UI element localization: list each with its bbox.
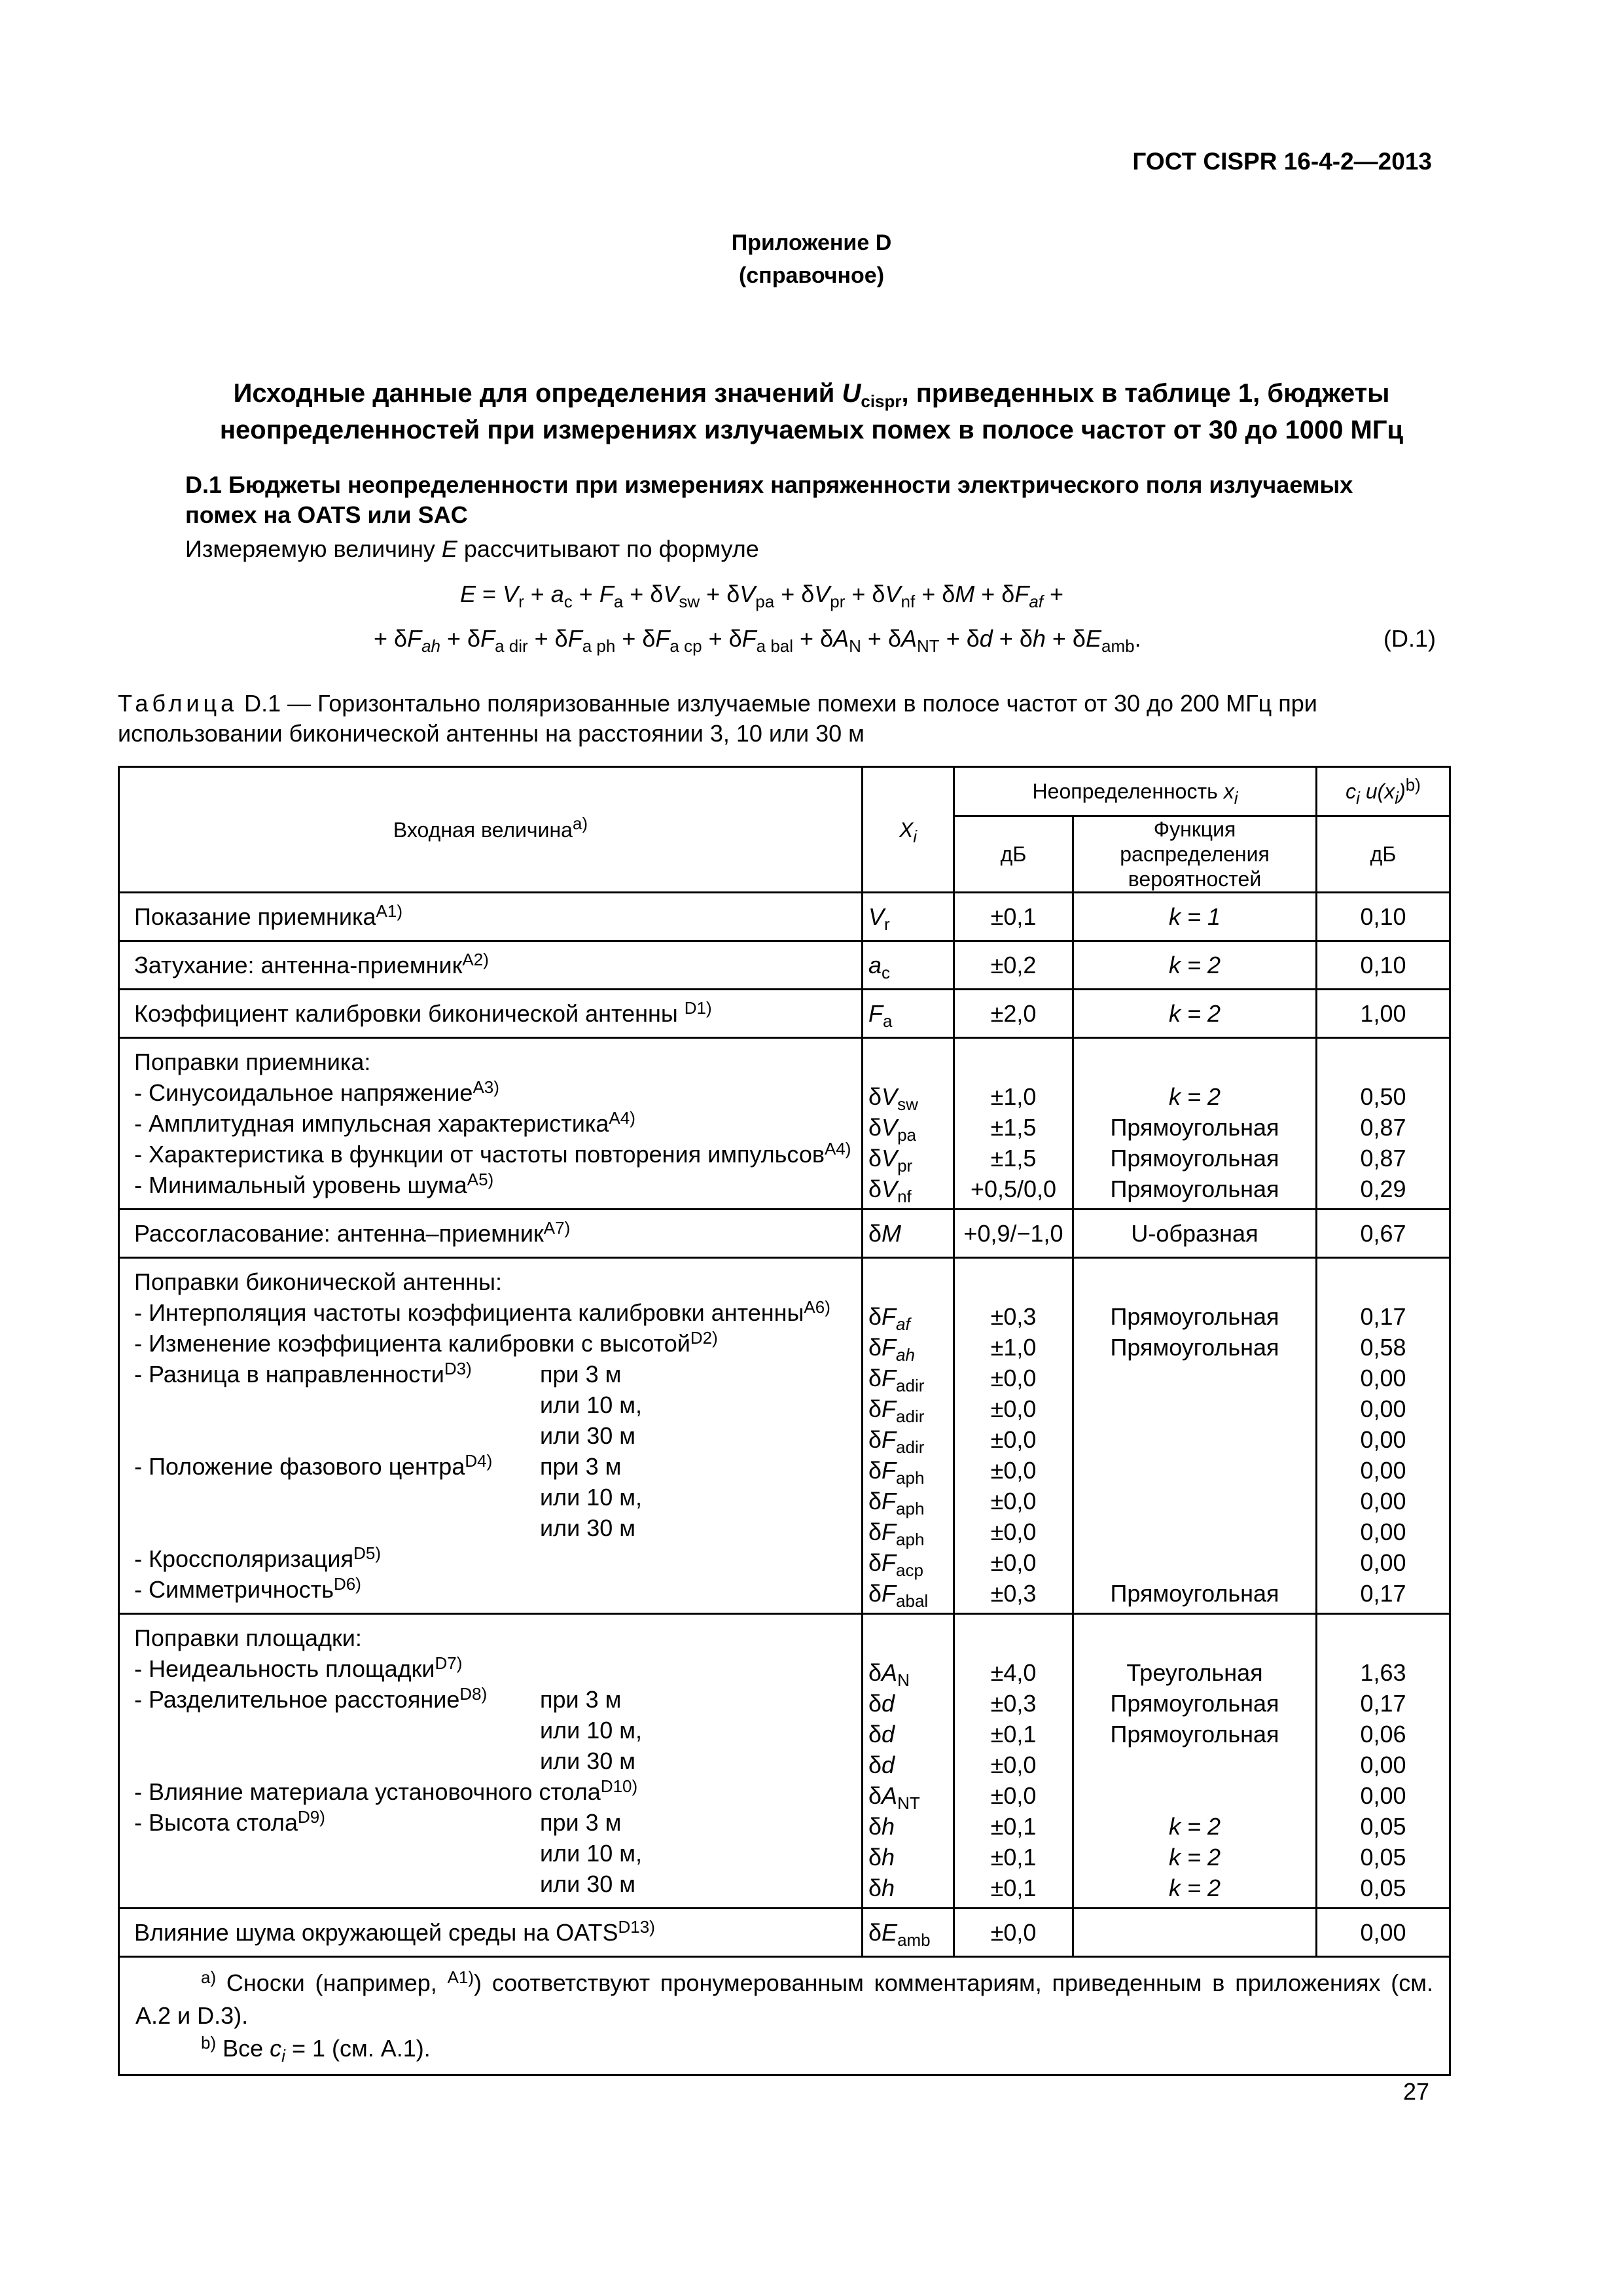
list-item: - Интерполяция частоты коэффициента калибровки антенны$^{A6)}$ bbox=[134, 1297, 830, 1326]
row-value: 0,10 bbox=[1317, 941, 1450, 990]
appendix-type: (справочное) bbox=[738, 263, 885, 288]
list-item: - Симметричность$^{D6)}$ bbox=[134, 1574, 361, 1603]
header-uncertainty: Неопределенность $x_i$ bbox=[954, 767, 1317, 816]
table-group-site bbox=[119, 1614, 1450, 1909]
row-name: Показание приемника$^{A1)}$ bbox=[119, 893, 863, 941]
group-names bbox=[119, 1258, 863, 1614]
group-title: Поправки приемника: bbox=[134, 1049, 371, 1075]
header-xi: $X_i$ bbox=[863, 767, 954, 893]
group-distributions: k = 2 Прямоугольная Прямоугольная Прямоугольная bbox=[1073, 1038, 1317, 1210]
group-distributions: Прямоугольная Прямоугольная Прямоугольная bbox=[1073, 1258, 1317, 1614]
group-symbols: $\delta F_{af}$ $\delta F_{ah}$ $\delta F_{adir}$ $\delta F_{adir}$ $\delta F_{adir}$ $\delta F_{aph}$ $\delta F_{aph}$ $\delta F_{aph}$ $\delta F_{acp}$ $\delta F_{abal}$ bbox=[863, 1258, 954, 1614]
row-uncertainty: ±2,0 bbox=[954, 990, 1073, 1038]
row-distribution: k = 2 bbox=[1073, 990, 1317, 1038]
header-input-quantity: Входная величина$^{a)}$ bbox=[119, 767, 863, 893]
appendix-title bbox=[0, 375, 1623, 448]
table-row bbox=[119, 1210, 1450, 1258]
row-value: 0,67 bbox=[1317, 1210, 1450, 1258]
list-item: - Характеристика в функции от частоты повторения импульсов$^{A4)}$ bbox=[134, 1139, 851, 1168]
list-item: или 30 м bbox=[540, 1748, 636, 1774]
row-value: 0,00 bbox=[1317, 1909, 1450, 1957]
row-uncertainty: ±0,1 bbox=[954, 893, 1073, 941]
table-notes-row bbox=[119, 1957, 1450, 2075]
list-item: - Амплитудная импульсная характеристика$^{A4)}$ bbox=[134, 1108, 635, 1137]
list-item: - Изменение коэффициента калибровки с высотой$^{D2)}$ bbox=[134, 1328, 718, 1357]
title-line-2: неопределенностей при измерениях излучаемых помех в полосе частот от 30 до 1000 МГц bbox=[219, 416, 1404, 444]
table-row bbox=[119, 893, 1450, 941]
table-row bbox=[119, 990, 1450, 1038]
section-heading: D.1 Бюджеты неопределенности при измерениях напряженности электрического поля излучаемых помех на OATS или SAC bbox=[185, 471, 1353, 528]
formula-line-1: $E = V_r + a_c + F_a + \delta V_{sw} + \delta V_{pa} + \delta V_{pr} + \delta V_{nf} + \delta M + \delta F_{af}$ + bbox=[460, 581, 1064, 611]
row-distribution: U-образная bbox=[1073, 1210, 1317, 1258]
list-item: - Неидеальность площадки$^{D7)}$ bbox=[134, 1653, 463, 1682]
list-item: или 30 м bbox=[540, 1871, 636, 1897]
formula-number: (D.1) bbox=[1383, 625, 1436, 652]
table-caption: Таблица D.1 — Горизонтально поляризованные излучаемые помехи в полосе частот от 30 до 200 МГц при использовании биконической антенны на расстоянии 3, 10 или 30 м bbox=[118, 690, 1317, 747]
group-uncertainties: ±1,0 ±1,5 ±1,5 +0,5/0,0 bbox=[954, 1038, 1073, 1210]
list-item: или 10 м, bbox=[540, 1840, 643, 1867]
list-item: или 30 м bbox=[540, 1515, 636, 1541]
group-values: 0,17 0,58 0,00 0,00 0,00 0,00 0,00 0,00 0,00 0,17 bbox=[1317, 1258, 1450, 1614]
row-uncertainty: ±0,0 bbox=[954, 1909, 1073, 1957]
row-name: Затухание: антенна-приемник$^{A2)}$ bbox=[119, 941, 863, 990]
table-row bbox=[119, 1909, 1450, 1957]
appendix-label: Приложение D bbox=[731, 230, 892, 255]
list-item: - Кроссполяризация$^{D5)}$ bbox=[134, 1543, 382, 1572]
table-group-receiver bbox=[119, 1038, 1450, 1210]
appendix-heading bbox=[0, 226, 1623, 292]
group-symbols: $\delta V_{sw}$ $\delta V_{pa}$ $\delta V_{pr}$ $\delta V_{nf}$ bbox=[863, 1038, 954, 1210]
row-distribution: k = 2 bbox=[1073, 941, 1317, 990]
row-symbol: $\delta E_{amb}$ bbox=[863, 1909, 954, 1957]
group-values: 1,63 0,17 0,06 0,00 0,00 0,05 0,05 0,05 bbox=[1317, 1614, 1450, 1909]
row-symbol: $F_a$ bbox=[863, 990, 954, 1038]
list-item: - Положение фазового центра$^{D4)}$ при 3 м bbox=[134, 1451, 622, 1480]
list-item: - Разделительное расстояние$^{D8)}$ при 3 м bbox=[134, 1684, 622, 1713]
list-item: - Минимальный уровень шума$^{A5)}$ bbox=[134, 1170, 494, 1198]
row-uncertainty: +0,9/−1,0 bbox=[954, 1210, 1073, 1258]
row-name: Рассогласование: антенна–приемник$^{A7)}$ bbox=[119, 1210, 863, 1258]
group-names bbox=[119, 1038, 863, 1210]
row-value: 1,00 bbox=[1317, 990, 1450, 1038]
group-uncertainties: ±0,3 ±1,0 ±0,0 ±0,0 ±0,0 ±0,0 ±0,0 ±0,0 ±0,0 ±0,3 bbox=[954, 1258, 1073, 1614]
note-a: $^{a)}$ Сноски (например, $^{A1)}$) соответствуют пронумерованным комментариям, приведенным в приложениях (см. A.2 и D.3). bbox=[135, 1967, 1433, 2029]
group-uncertainties: ±4,0 ±0,3 ±0,1 ±0,0 ±0,0 ±0,1 ±0,1 ±0,1 bbox=[954, 1614, 1073, 1909]
note-b: $^{b)}$ Все $c_i = 1$ (см. A.1). bbox=[201, 2033, 431, 2066]
row-value: 0,10 bbox=[1317, 893, 1450, 941]
row-symbol: $a_c$ bbox=[863, 941, 954, 990]
row-uncertainty: ±0,2 bbox=[954, 941, 1073, 990]
formula-line-2: + $\delta F_{ah} + \delta F_{a dir} + \delta F_{a ph} + \delta F_{a cp} + \delta F_{a bal} + \delta A_N + \delta A_{NT} + \delta d + \delta h + \delta E_{amb}$. bbox=[374, 625, 1141, 656]
list-item: - Синусоидальное напряжение$^{A3)}$ bbox=[134, 1077, 499, 1106]
title-line-1: Исходные данные для определения значений $U_{cispr}$, приведенных в таблице 1, бюджеты bbox=[233, 379, 1390, 411]
list-item: - Влияние материала установочного стола$^{D10)}$ bbox=[134, 1776, 638, 1805]
row-symbol: $V_r$ bbox=[863, 893, 954, 941]
list-item: - Разница в направленности$^{D3)}$ при 3 м bbox=[134, 1359, 622, 1388]
header-ci-u: $c_i$ $u(x_i)^{b)}$ bbox=[1317, 767, 1450, 816]
uncertainty-budget-table bbox=[118, 766, 1451, 2076]
table-group-antenna bbox=[119, 1258, 1450, 1614]
list-item: или 10 м, bbox=[540, 1717, 643, 1744]
header-db: дБ bbox=[954, 816, 1073, 893]
header-distribution: Функция распределения вероятностей bbox=[1073, 816, 1317, 893]
row-name: Влияние шума окружающей среды на $OATS^{D13)}$ bbox=[119, 1909, 863, 1957]
row-distribution bbox=[1073, 1909, 1317, 1957]
list-item: или 10 м, bbox=[540, 1391, 643, 1418]
group-symbols: $\delta A_N$ δd δd δd $\delta A_{NT}$ δh δh δh bbox=[863, 1614, 954, 1909]
group-title: Поправки биконической антенны: bbox=[134, 1268, 503, 1295]
group-values: 0,50 0,87 0,87 0,29 bbox=[1317, 1038, 1450, 1210]
header-db-2: дБ bbox=[1317, 816, 1450, 893]
table-notes bbox=[119, 1957, 1450, 2075]
list-item: или 30 м bbox=[540, 1422, 636, 1449]
group-distributions: Треугольная Прямоугольная Прямоугольная k = 2 k = 2 k = 2 bbox=[1073, 1614, 1317, 1909]
formula-intro: Измеряемую величину E рассчитывают по формуле bbox=[185, 535, 759, 562]
table-row bbox=[119, 941, 1450, 990]
page-number: 27 bbox=[1402, 2078, 1429, 2105]
row-distribution: k = 1 bbox=[1073, 893, 1317, 941]
row-name: Коэффициент калибровки биконической антенны $^{D1)}$ bbox=[119, 990, 863, 1038]
document-code: ГОСТ CISPR 16-4-2—2013 bbox=[1132, 148, 1432, 175]
group-title: Поправки площадки: bbox=[134, 1624, 362, 1651]
row-symbol: δM bbox=[863, 1210, 954, 1258]
list-item: - Высота стола$^{D9)}$ при 3 м bbox=[134, 1807, 622, 1836]
group-names bbox=[119, 1614, 863, 1909]
list-item: или 10 м, bbox=[540, 1484, 643, 1511]
